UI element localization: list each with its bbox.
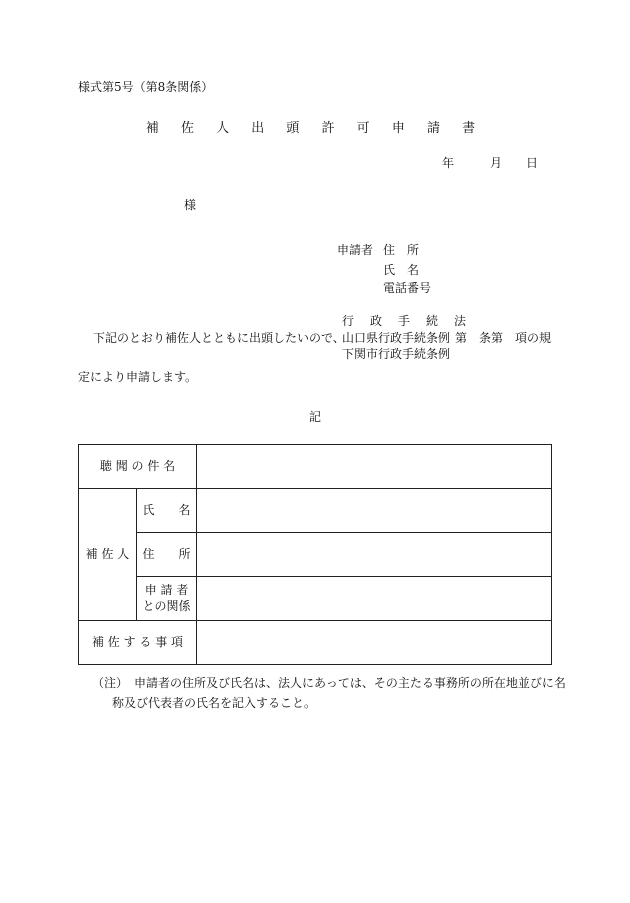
- assist-matters-value-cell[interactable]: [197, 621, 552, 665]
- assistant-name-label-text: 氏 名: [142, 502, 191, 517]
- hearing-case-label: [79, 445, 197, 489]
- relation-label-line2: との関係: [142, 598, 191, 613]
- law-option-shimonoseki-ordinance: 下関市行政手続条例: [342, 347, 451, 361]
- table-row-assist-matters: [79, 621, 552, 665]
- ki-heading: 記: [308, 410, 321, 424]
- document-title: 補 佐 人 出 頭 許 可 申 請 書: [145, 121, 485, 136]
- hearing-case-label-text: 聴 聞 の 件 名: [99, 458, 176, 473]
- body-lead-text: 下記のとおり補佐人とともに出頭したいので、: [93, 331, 345, 345]
- note-line1-text: 申請者の住所及び氏名は、法人にあっては、その主たる事務所の所在地並びに名: [134, 676, 566, 690]
- relation-value-cell[interactable]: [197, 577, 552, 621]
- law-option-administrative-procedure-act: 行 政 手 続 法: [342, 314, 469, 328]
- assist-matters-label-text: 補 佐 す る 事 項: [91, 634, 184, 649]
- table-row-relation: [79, 577, 552, 621]
- applicant-label: 申請者: [337, 243, 374, 257]
- applicant-name-label: 氏 名: [383, 263, 420, 277]
- assistant-address-value-cell[interactable]: [197, 533, 552, 577]
- relation-label-line1: 申 請 者: [144, 582, 189, 597]
- assist-matters-label: [79, 621, 197, 665]
- applicant-phone-label: 電話番号: [383, 281, 432, 295]
- relation-label: [137, 577, 197, 621]
- date-day-label: 日: [526, 156, 539, 170]
- hearing-case-value-cell[interactable]: [197, 445, 552, 489]
- assistant-address-label-text: 住 所: [142, 546, 191, 561]
- application-table: [78, 444, 552, 665]
- law-option-yamaguchi-ordinance: 山口県行政手続条例: [342, 331, 451, 345]
- assistant-label: [79, 489, 137, 621]
- note-mark: （注）: [92, 676, 123, 690]
- applicant-address-label: 住 所: [383, 243, 420, 257]
- body-article-text: 第 条第 項の規: [455, 331, 552, 345]
- date-year-label: 年: [442, 156, 455, 170]
- form-number: 様式第5号（第8条関係）: [78, 80, 214, 94]
- date-line: [442, 156, 538, 172]
- assistant-name-value-cell[interactable]: [197, 489, 552, 533]
- addressee-suffix: 様: [184, 198, 197, 212]
- note-line1: [92, 676, 566, 692]
- note-line2: 称及び代表者の氏名を記入すること。: [112, 696, 317, 710]
- date-month-label: 月: [490, 156, 503, 170]
- table-row-hearing-case: [79, 445, 552, 489]
- assistant-label-text: 補 佐 人: [85, 546, 130, 561]
- assistant-address-label: [137, 533, 197, 577]
- table-row-assistant-address: [79, 533, 552, 577]
- assistant-name-label: [137, 489, 197, 533]
- table-row-assistant-name: [79, 489, 552, 533]
- body-closing-text: 定により申請します。: [78, 370, 198, 384]
